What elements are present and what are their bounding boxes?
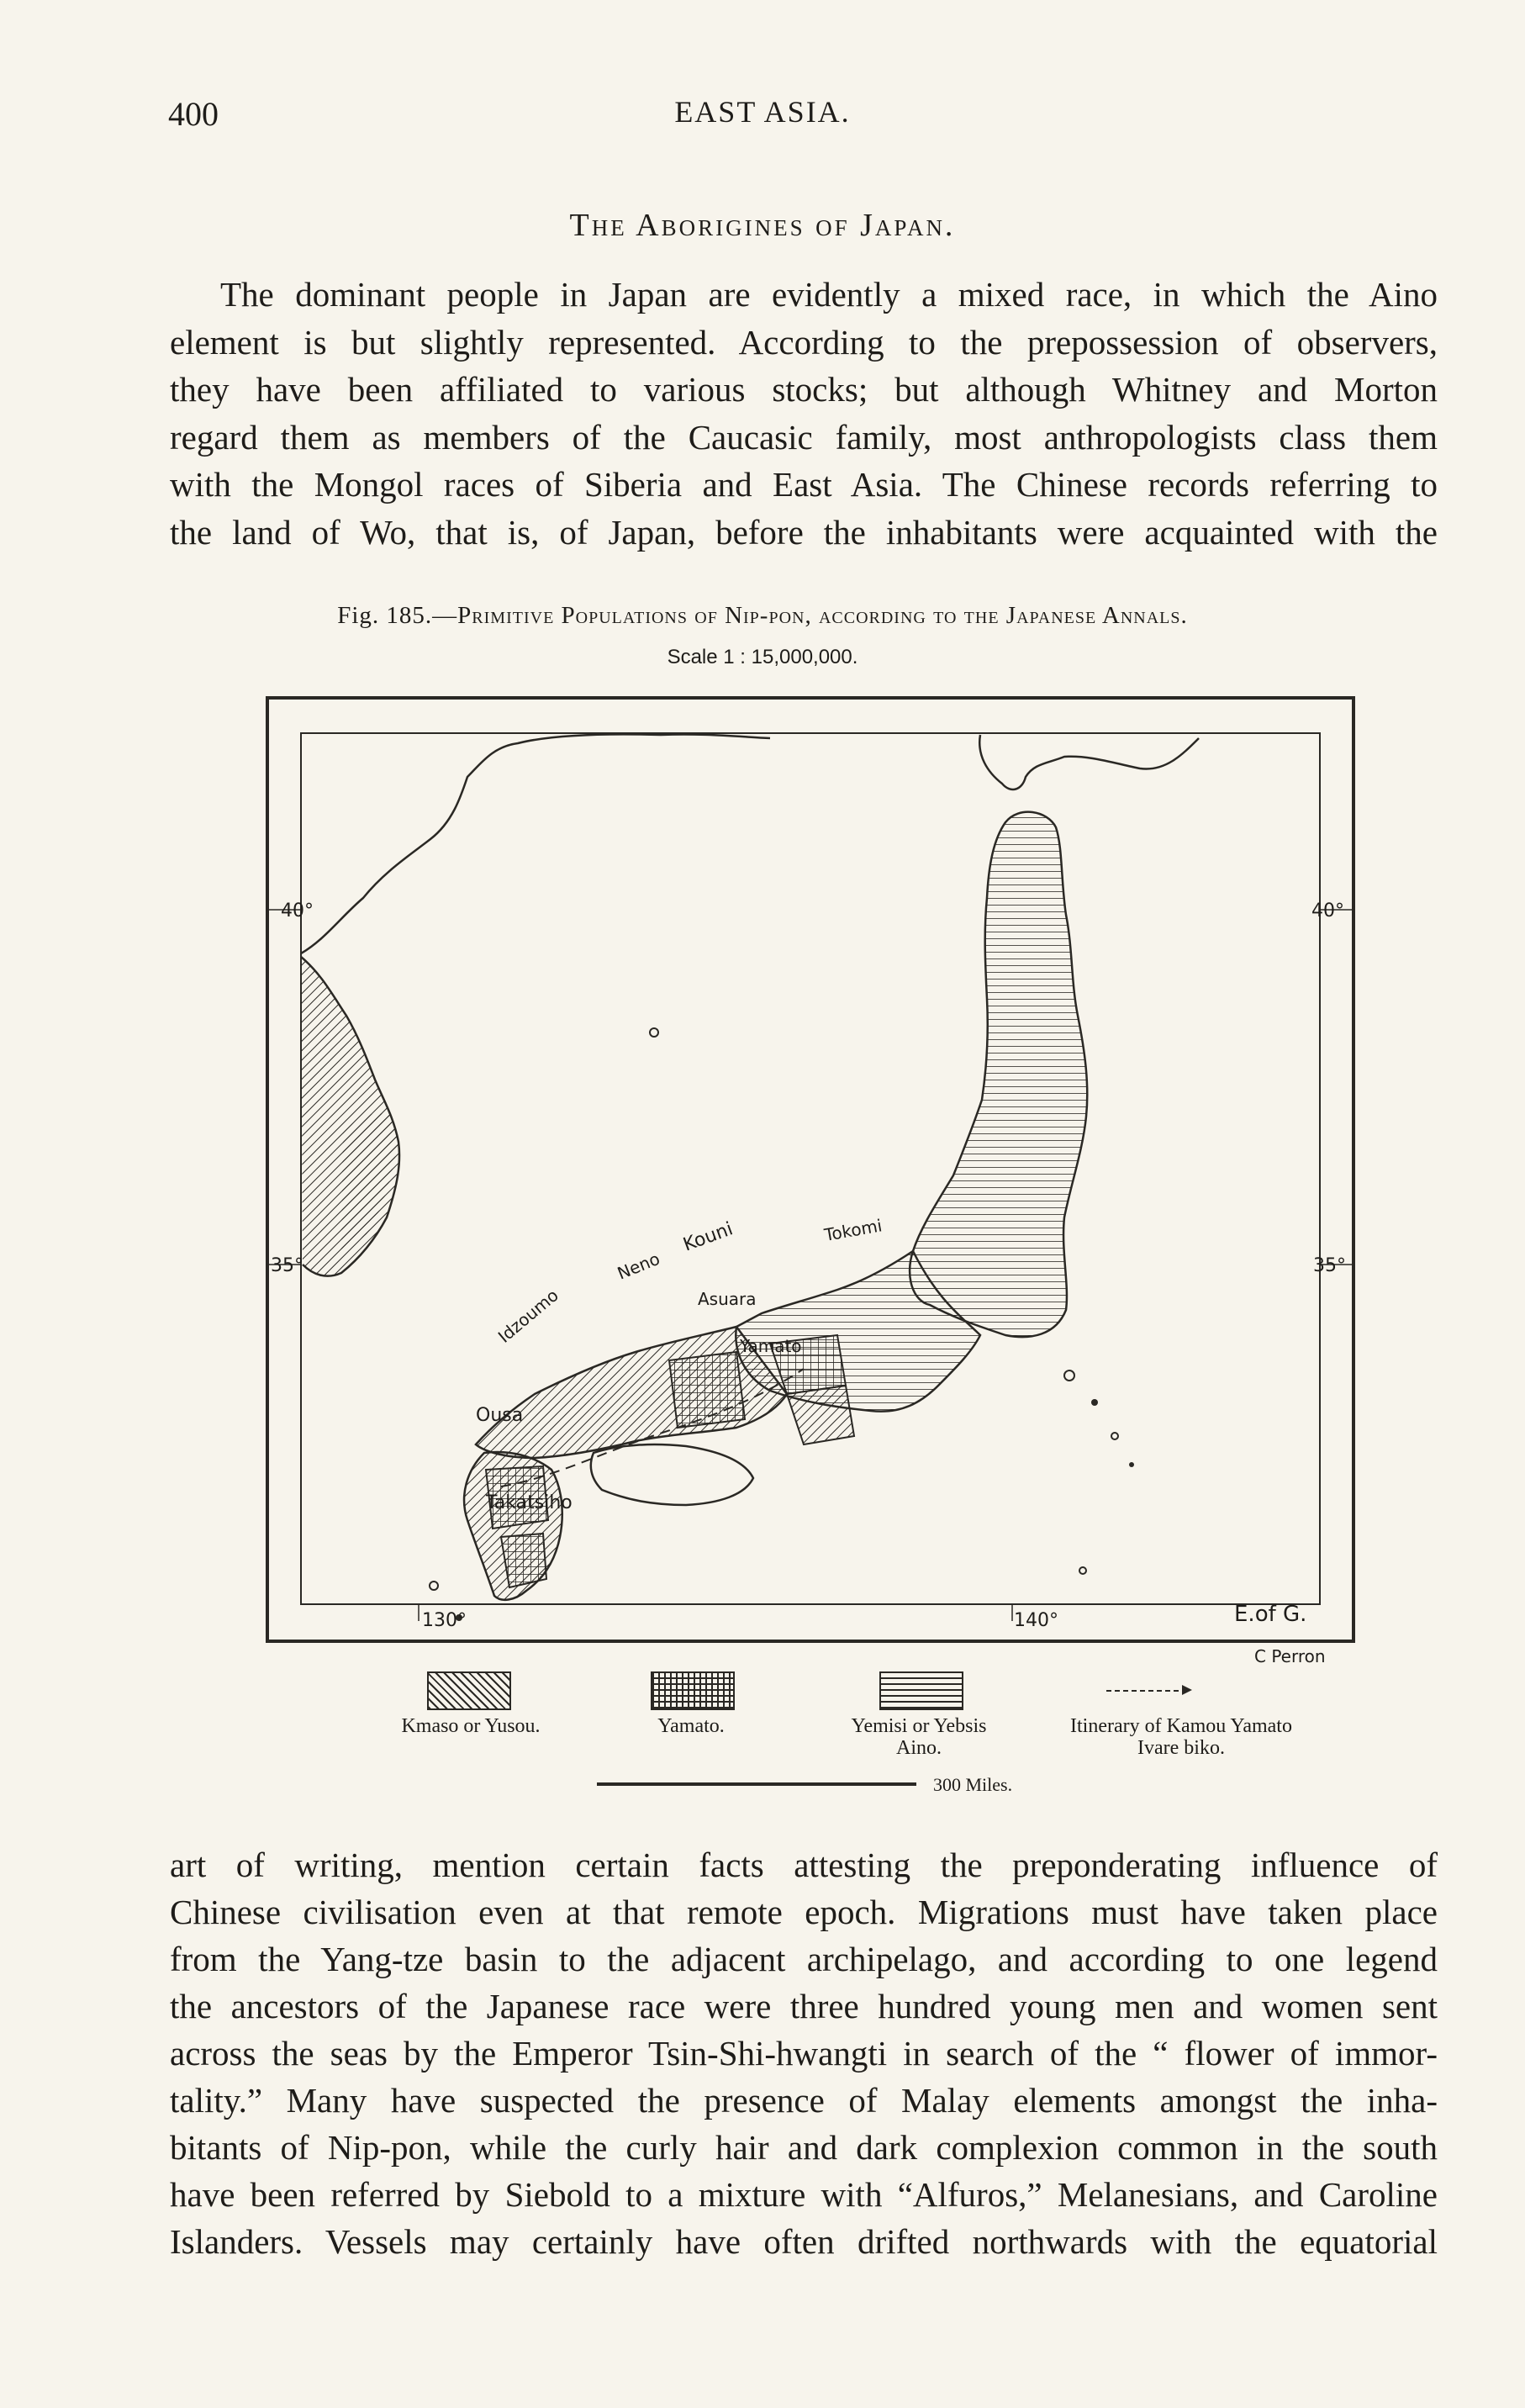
legend-label-yemisi (814, 1715, 1024, 1759)
figure-scale: Scale 1 : 15,000,000. (667, 646, 858, 668)
map-inner-frame (301, 733, 1320, 1604)
legend-label-itinerary-line2: Ivare biko. (1137, 1737, 1225, 1759)
lat35-right-label: 35° (1313, 1255, 1346, 1276)
running-header (0, 94, 1525, 145)
map-label-ousa: Ousa (476, 1405, 524, 1426)
map-legend (0, 1666, 1525, 1759)
legend-label-yemisi-line2: Aino. (896, 1737, 942, 1759)
text-line: from the Yang-tze basin to the adjacent archipelago, and according to one legend (170, 1940, 1438, 1978)
engraver-mark: E.of G. (1234, 1602, 1307, 1627)
map-label-yamato: Yamato (740, 1336, 802, 1356)
honshu-north (910, 812, 1087, 1337)
text-line: they have been affiliated to various stocks; but although Whitney and Morton (170, 370, 1438, 409)
legend-label-itinerary (1026, 1715, 1337, 1759)
map-label-neno: Neno (614, 1248, 663, 1284)
legend-swatch-kmaso (427, 1671, 511, 1710)
lat40-right-label: 40° (1311, 900, 1344, 921)
text-line: the ancestors of the Japanese race were three hundred young men and women sent (170, 1987, 1438, 2025)
figure-number: Fig. 185.— (337, 602, 458, 629)
hokkaido-coast (979, 735, 1199, 789)
scale-bar-label: 300 Miles. (933, 1774, 1013, 1795)
legend-label-yemisi-line1: Yemisi or Yebsis (851, 1715, 987, 1737)
legend-label-yamato: Yamato. (657, 1715, 725, 1737)
running-title: EAST ASIA. (674, 95, 851, 129)
paragraph-1 (170, 271, 1438, 556)
legend-itinerary-arrowhead-icon (1182, 1685, 1192, 1695)
text-line: have been referred by Siebold to a mixture with “Alfuros,” Melanesians, and Caroline (170, 2175, 1438, 2214)
scale-bar (597, 1782, 916, 1786)
page-number: 400 (168, 95, 219, 133)
lat35-left-label: 35° (271, 1255, 303, 1276)
map-label-asuara: Asuara (698, 1289, 757, 1309)
legend-swatch-yemisi (879, 1671, 963, 1710)
map-label-idzoumo: Idzoumo (493, 1285, 562, 1347)
map-label-kouni: Kouni (680, 1218, 736, 1256)
text-line: art of writing, mention certain facts attesting the preponderating influence of (170, 1846, 1438, 1884)
legend-label-itinerary-line1: Itinerary of Kamou Yamato (1070, 1715, 1292, 1737)
map-svg (266, 696, 1355, 1643)
map-label-tokomi: Tokomi (822, 1215, 884, 1245)
lon130-label: 130° (422, 1610, 467, 1631)
legend-swatch-yamato (651, 1671, 735, 1710)
text-line: with the Mongol races of Siberia and East Asia. The Chinese records referring to (170, 465, 1438, 504)
lon140-label: 140° (1014, 1610, 1058, 1631)
legend-label-kmaso: Kmaso or Yusou. (401, 1715, 541, 1737)
text-line: bitants of Nip-pon, while the curly hair and dark complexion common in the south (170, 2128, 1438, 2167)
figure-caption (0, 602, 1525, 630)
text-line: tality.” Many have suspected the presence of Malay elements amongst the inha- (170, 2081, 1438, 2120)
text-line: regard them as members of the Caucasic family, most anthropologists class them (170, 417, 1438, 457)
text-line: The dominant people in Japan are evidently a mixed race, in which the Aino (220, 275, 1438, 314)
text-line: Chinese civilisation even at that remote epoch. Migrations must have taken place (170, 1893, 1438, 1931)
map-credit: C Perron (1254, 1646, 1326, 1666)
text-line: element is but slightly represented. According to the prepossession of observers, (170, 322, 1438, 362)
text-line: the land of Wo, that is, of Japan, before the inhabitants were acquainted with the (170, 512, 1438, 552)
mainland-coast (301, 734, 770, 953)
figure-title: Primitive Populations of Nip-pon, according to the Japanese Annals. (457, 602, 1188, 629)
map-label-takatsiho: Takatsiho (486, 1492, 573, 1513)
text-line: Islanders. Vessels may certainly have often drifted northwards with the equatorial (170, 2222, 1438, 2261)
section-title: The Aborigines of Japan. (569, 208, 956, 243)
japan-population-map (266, 696, 1355, 1643)
shikoku (591, 1444, 753, 1505)
lat40-left-label: 40° (281, 900, 314, 921)
legend-itinerary-arrow-icon (1106, 1690, 1187, 1692)
text-line: across the seas by the Emperor Tsin-Shi-hwangti in search of the “ flower of immor- (170, 2034, 1438, 2073)
paragraph-2 (170, 1841, 1438, 2265)
